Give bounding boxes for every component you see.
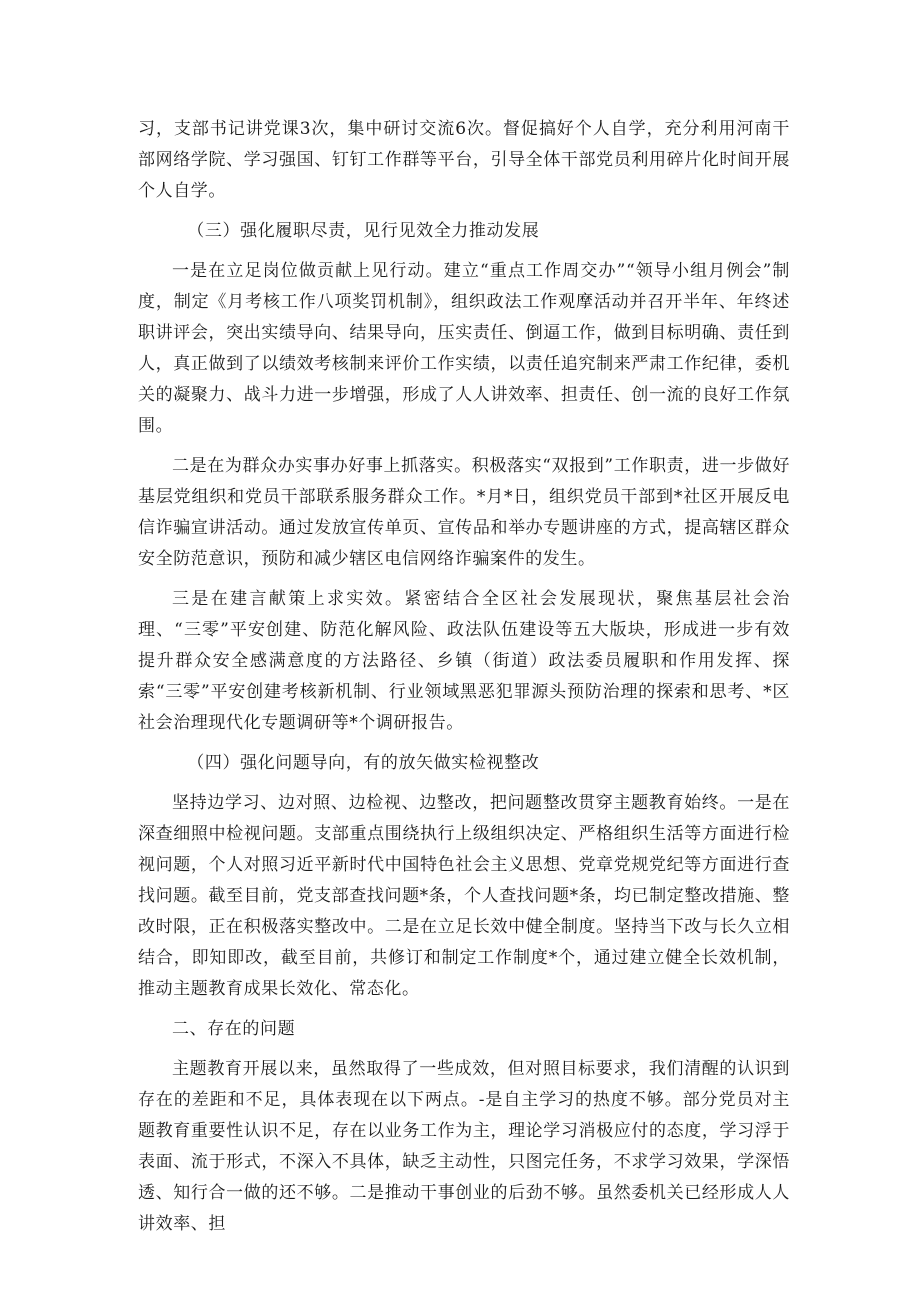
paragraph-duty-2: 二是在为群众办实事办好事上抓落实。积极落实“双报到”工作职责，进一步做好基层党组织和党员干部联系服务群众工作。*月*日，组织党员干部到*社区开展反电信诈骗宣讲活动。通过发放宣传单页、宣传品和举办专题讲座的方式，提高辖区群众安全防范意识，预防和减少辖区电信网络诈骗案件的发生。 (138, 456, 790, 569)
paragraph-existing-problems: 主题教育开展以来，虽然取得了一些成效，但对照目标要求，我们清醒的认识到存在的差距和不足，具体表现在以下两点。-是自主学习的热度不够。部分党员对主题教育重要性认识不足，存在以业务工作为主，理论学习消极应付的态度，学习浮于表面、流于形式，不深入不具体，缺乏主动性，只图完任务，不求学习效果，学深悟透、知行合一做的还不够。二是推动干事创业的后劲不够。虽然委机关已经形成人人讲效率、担 (138, 1059, 790, 1234)
paragraph-duty-1: 一是在立足岗位做贡献上见行动。建立“重点工作周交办”“领导小组月例会”制度，制定《月考核工作八项奖罚机制》，组织政法工作观摩活动并召开半年、年终述职讲评会，突出实绩导向、结果导向，压实责任、倒逼工作，做到目标明确、责任到人，真正做到了以绩效考核制来评价工作实绩，以责任追究制来严肃工作纪律，委机关的凝聚力、战斗力进一步增强，形成了人人讲效率、担责任、创一流的良好工作氛围。 (138, 261, 790, 436)
paragraph-problem-rectification: 坚持边学习、边对照、边检视、边整改，把问题整改贯穿主题教育始终。一是在深查细照中检视问题。支部重点围绕执行上级组织决定、严格组织生活等方面进行检视问题，个人对照习近平新时代中国特色社会主义思想、党章党规党纪等方面进行查找问题。截至目前，党支部查找问题*条，个人查找问题*条，均已制定整改措施、整改时限，正在积极落实整改中。二是在立足长效中健全制度。坚持当下改与长久立相结合，即知即改，截至目前，共修订和制定工作制度*个，通过建立健全长效机制，推动主题教育成果长效化、常态化。 (138, 793, 790, 999)
section-heading-2: 二、存在的问题 (172, 1019, 296, 1039)
section-subheading-4: （四）强化问题导向，有的放矢做实检视整改 (187, 753, 540, 773)
document-page (138, 114, 790, 1249)
paragraph-continued: 习，支部书记讲党课3次，集中研讨交流6次。督促搞好个人自学，充分利用河南干部网络学院、学习强国、钉钉工作群等平台，引导全体干部党员利用碎片化时间开展个人自学。 (138, 119, 790, 201)
paragraph-duty-3: 三是在建言献策上求实效。紧密结合全区社会发展现状，聚焦基层社会治理、“三零”平安创建、防范化解风险、政法队伍建设等五大版块，形成进一步有效提升群众安全感满意度的方法路径、乡镇（街道）政法委员履职和作用发挥、探索“三零”平安创建考核新机制、行业领域黑恶犯罪源头预防治理的探索和思考、*区社会治理现代化专题调研等*个调研报告。 (138, 589, 790, 733)
section-subheading-3: （三）强化履职尽责，见行见效全力推动发展 (187, 221, 540, 241)
